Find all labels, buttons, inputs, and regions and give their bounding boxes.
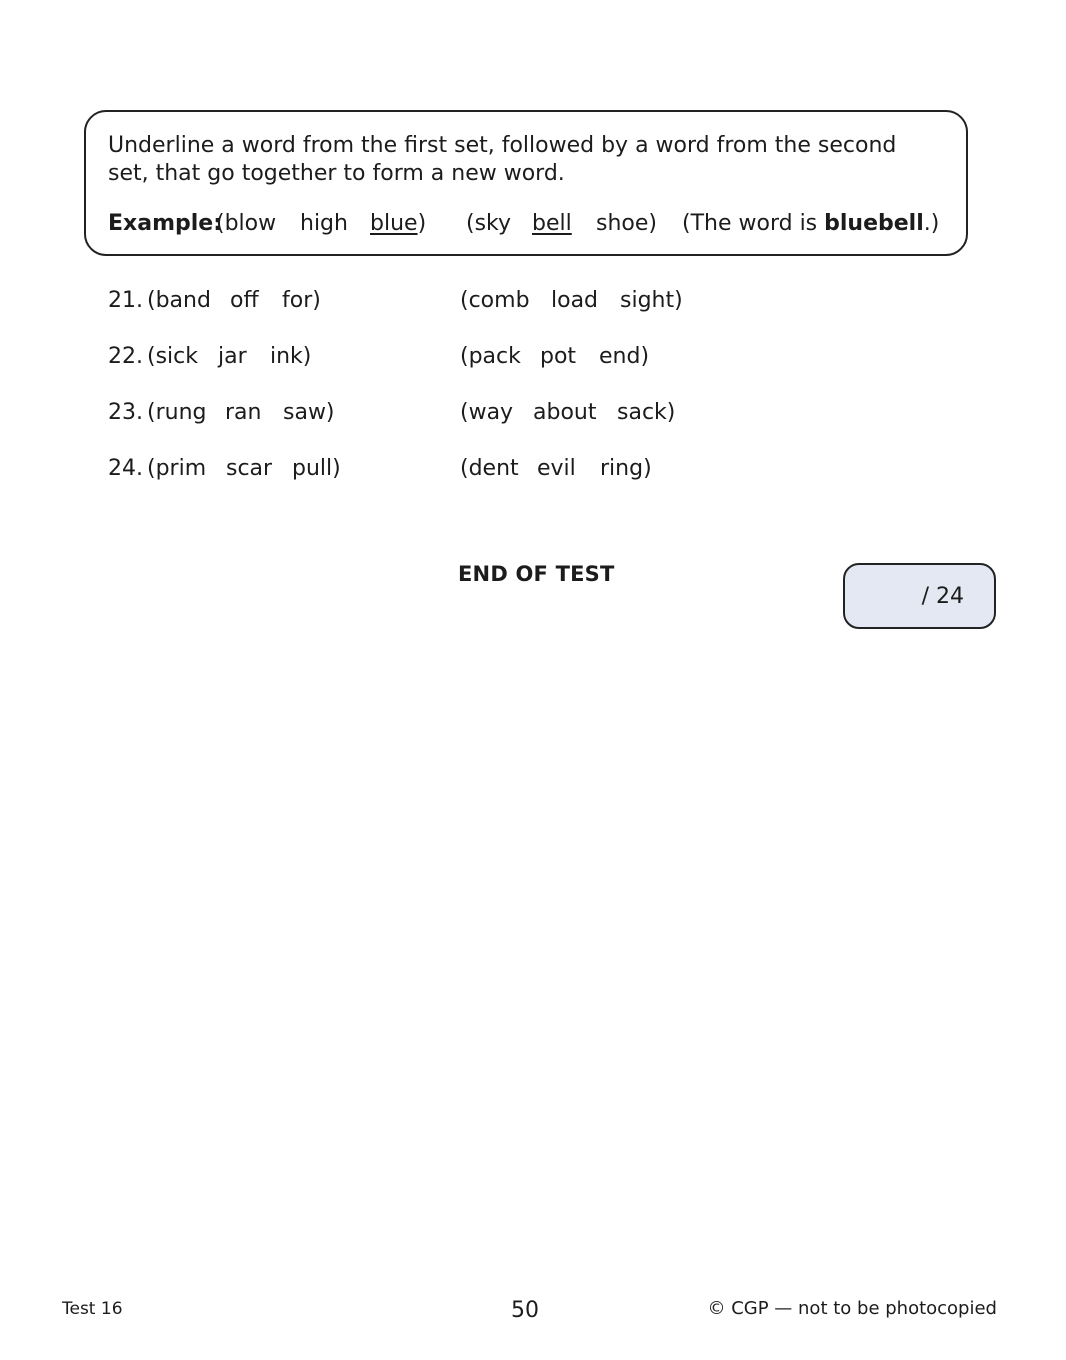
instruction-text: Underline a word from the first set, followed by a word from the second set, that go together to form a new word. [108,133,897,186]
set2-word[interactable]: evil [537,456,576,481]
page-number: 50 [511,1298,539,1323]
set2-word[interactable]: (pack [460,344,521,369]
set2-word[interactable]: ring) [600,456,652,481]
example-set2-word1: (sky [466,211,512,236]
example-set1-word1: (blow [216,211,277,236]
set1-word[interactable]: pull) [292,456,341,481]
instruction-box [84,110,968,256]
set2-word[interactable]: sight) [620,288,683,313]
set1-word[interactable]: scar [226,456,273,481]
question-23 [0,398,1066,428]
example-note-before: (The word is [682,211,825,236]
score-box[interactable] [843,563,996,629]
example-note-after: .) [923,211,940,236]
set1-word[interactable]: ran [225,400,262,425]
question-22 [0,342,1066,372]
set1-word[interactable]: (band [147,288,211,313]
example-set1-close: ) [417,211,427,236]
footer-test-label: Test 16 [62,1299,123,1319]
question-number: 21. [108,288,143,313]
set2-word[interactable]: pot [540,344,577,369]
set2-word[interactable]: about [533,400,597,425]
set1-word[interactable]: off [230,288,259,313]
set1-word[interactable]: saw) [283,400,335,425]
question-number: 23. [108,400,143,425]
example-set2-word3: shoe) [596,211,657,236]
example-note [682,210,939,238]
example-answer-1: blue [370,211,418,236]
set2-word[interactable]: load [551,288,599,313]
question-number: 24. [108,456,143,481]
footer-copyright: © CGP — not to be photocopied [707,1298,997,1319]
set1-word[interactable]: ink) [270,344,312,369]
example-answer-2: bell [532,211,572,236]
set2-word[interactable]: (way [460,400,514,425]
set1-word[interactable]: (rung [147,400,207,425]
question-number: 22. [108,344,143,369]
question-24 [0,454,1066,484]
score-total: / 24 [921,584,964,609]
example-set1-word3 [370,210,426,238]
set1-word[interactable]: jar [218,344,247,369]
example-note-word: bluebell [824,211,924,236]
set1-word[interactable]: (prim [147,456,207,481]
set2-word[interactable]: (comb [460,288,530,313]
end-of-test-heading: END OF TEST [458,562,615,586]
set1-word[interactable]: for) [282,288,321,313]
example-label: Example: [108,211,222,236]
set2-word[interactable]: end) [599,344,650,369]
question-21 [0,286,1066,316]
set2-word[interactable]: sack) [617,400,676,425]
set2-word[interactable]: (dent [460,456,519,481]
set1-word[interactable]: (sick [147,344,198,369]
example-set1-word2: high [300,211,348,236]
